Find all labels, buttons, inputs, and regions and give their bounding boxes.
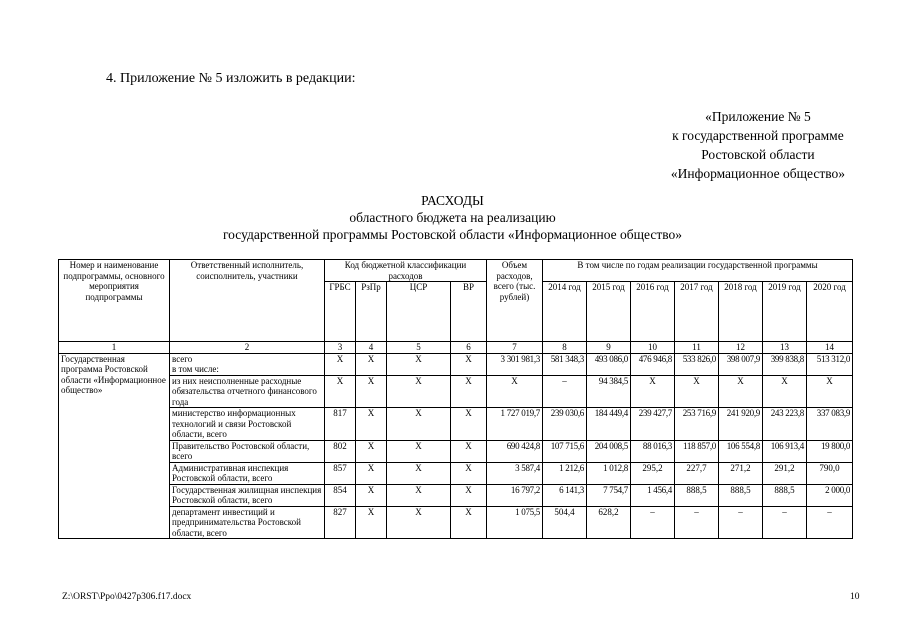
annex-line: Ростовской области [701,147,815,162]
table-row [59,440,853,462]
csr-cell: Х [387,440,451,462]
year-cell: 399 838,8 [763,353,807,375]
column-number: 10 [631,342,675,354]
header-code: Код бюджетной классификации расходов [325,260,487,282]
column-number: 5 [387,342,451,354]
file-path: Z:\ORST\Ppo\0427p306.f17.docx [62,592,192,602]
grbs-cell: 817 [325,408,356,441]
header-row [59,260,853,282]
year-cell: 19 800,0 [807,440,853,462]
executor-label: Правительство Ростовской области, всего [170,440,325,462]
column-number: 14 [807,342,853,354]
year-cell: 291,2 [763,462,807,484]
header-csr: ЦСР [387,282,451,342]
executor-label: из них неисполненные расходные обязательства отчетного финансового года [170,375,325,408]
column-number: 7 [487,342,543,354]
year-cell: 398 007,9 [719,353,763,375]
year-cell: 106 554,8 [719,440,763,462]
csr-cell: Х [387,353,451,375]
rzpr-cell: Х [356,506,387,539]
header-year: 2017 год [675,282,719,342]
rzpr-cell: Х [356,440,387,462]
table-row [59,484,853,506]
csr-cell: Х [387,484,451,506]
year-cell: 504,4 [543,506,587,539]
column-number-row [59,342,853,354]
year-cell: 88 016,3 [631,440,675,462]
year-cell: 94 384,5 [587,375,631,408]
vr-cell: Х [451,353,487,375]
total-cell: 3 587,4 [487,462,543,484]
year-cell: Х [675,375,719,408]
year-cell: 337 083,9 [807,408,853,441]
year-cell: 204 008,5 [587,440,631,462]
column-number: 9 [587,342,631,354]
table-row [59,353,853,375]
grbs-cell: 854 [325,484,356,506]
year-cell: 243 223,8 [763,408,807,441]
vr-cell: Х [451,484,487,506]
executor-label: Государственная жилищная инспекция Ростовской области, всего [170,484,325,506]
header-vr: ВР [451,282,487,342]
executor-cell [170,353,325,375]
executor-label: Административная инспекция Ростовской области, всего [170,462,325,484]
column-number: 4 [356,342,387,354]
rzpr-cell: Х [356,375,387,408]
year-cell: 790,0 [807,462,853,484]
year-cell: 239 427,7 [631,408,675,441]
table-row [59,375,853,408]
year-cell: 106 913,4 [763,440,807,462]
total-cell: 690 424,8 [487,440,543,462]
year-cell: 118 857,0 [675,440,719,462]
document-title [0,192,905,243]
annex-line: к государственной программе [672,128,844,143]
header-year: 2018 год [719,282,763,342]
year-cell: – [719,506,763,539]
column-number: 3 [325,342,356,354]
year-cell: 7 754,7 [587,484,631,506]
vr-cell: Х [451,440,487,462]
column-number: 11 [675,342,719,354]
table-row [59,408,853,441]
year-cell: – [807,506,853,539]
year-cell: 888,5 [719,484,763,506]
total-cell: 1 075,5 [487,506,543,539]
grbs-cell: Х [325,353,356,375]
rzpr-cell: Х [356,353,387,375]
title-line: областного бюджета на реализацию [349,210,556,225]
vr-cell: Х [451,375,487,408]
csr-cell: Х [387,506,451,539]
year-cell: – [675,506,719,539]
annex-line: «Приложение № 5 [705,109,811,124]
year-cell: Х [763,375,807,408]
year-cell: 295,2 [631,462,675,484]
year-cell: 493 086,0 [587,353,631,375]
year-cell: – [763,506,807,539]
year-cell: 888,5 [675,484,719,506]
total-cell: 3 301 981,3 [487,353,543,375]
header-volume: Объем расходов, всего (тыс. рублей) [487,260,543,342]
executor-sublabel: в том числе: [172,364,219,374]
year-cell: 581 348,3 [543,353,587,375]
table-row [59,462,853,484]
header-number: Номер и наименование подпрограммы, основного мероприятия подпрограммы [59,260,170,342]
total-cell: 16 797,2 [487,484,543,506]
year-cell: 476 946,8 [631,353,675,375]
column-number: 8 [543,342,587,354]
executor-label: департамент инвестиций и предпринимательства Ростовской области, всего [170,506,325,539]
expenses-table [58,259,853,539]
year-cell: 253 716,9 [675,408,719,441]
csr-cell: Х [387,375,451,408]
year-cell: 533 826,0 [675,353,719,375]
annex-block [671,107,845,183]
grbs-cell: 857 [325,462,356,484]
year-cell: 227,7 [675,462,719,484]
program-name: Государственная программа Ростовской области «Информационное общество» [59,353,170,539]
header-year: 2020 год [807,282,853,342]
csr-cell: Х [387,462,451,484]
page-number: 10 [850,592,860,602]
title-line: государственной программы Ростовской области «Информационное общество» [222,227,682,242]
column-number: 13 [763,342,807,354]
year-cell: 2 000,0 [807,484,853,506]
year-cell: – [543,375,587,408]
header-year: 2015 год [587,282,631,342]
year-cell: 513 312,0 [807,353,853,375]
intro-text: 4. Приложение № 5 изложить в редакции: [106,71,356,86]
vr-cell: Х [451,408,487,441]
year-cell: 1 456,4 [631,484,675,506]
column-number: 12 [719,342,763,354]
vr-cell: Х [451,462,487,484]
rzpr-cell: Х [356,408,387,441]
year-cell: 184 449,4 [587,408,631,441]
year-cell: 239 030,6 [543,408,587,441]
rzpr-cell: Х [356,484,387,506]
title-line: РАСХОДЫ [421,193,484,208]
year-cell: 1 212,6 [543,462,587,484]
year-cell: Х [631,375,675,408]
year-cell: 6 141,3 [543,484,587,506]
year-cell: 241 920,9 [719,408,763,441]
total-cell: Х [487,375,543,408]
annex-line: «Информационное общество» [670,166,845,181]
grbs-cell: 827 [325,506,356,539]
executor-label: всего [172,353,193,364]
column-number: 6 [451,342,487,354]
column-number: 1 [59,342,170,354]
grbs-cell: Х [325,375,356,408]
column-number: 2 [170,342,325,354]
header-executor: Ответственный исполнитель, соисполнитель, участники [170,260,325,342]
grbs-cell: 802 [325,440,356,462]
year-cell: Х [807,375,853,408]
header-year: 2014 год [543,282,587,342]
total-cell: 1 727 019,7 [487,408,543,441]
year-cell: 1 012,8 [587,462,631,484]
table-row [59,506,853,539]
header-rzpr: РзПр [356,282,387,342]
year-cell: 271,2 [719,462,763,484]
header-by-years: В том числе по годам реализации государственной программы [543,260,853,282]
year-cell: Х [719,375,763,408]
header-year: 2019 год [763,282,807,342]
header-year: 2016 год [631,282,675,342]
rzpr-cell: Х [356,462,387,484]
year-cell: 107 715,6 [543,440,587,462]
year-cell: – [631,506,675,539]
year-cell: 628,2 [587,506,631,539]
executor-label: министерство информационных технологий и связи Ростовской области, всего [170,408,325,441]
csr-cell: Х [387,408,451,441]
year-cell: 888,5 [763,484,807,506]
vr-cell: Х [451,506,487,539]
header-grbs: ГРБС [325,282,356,342]
